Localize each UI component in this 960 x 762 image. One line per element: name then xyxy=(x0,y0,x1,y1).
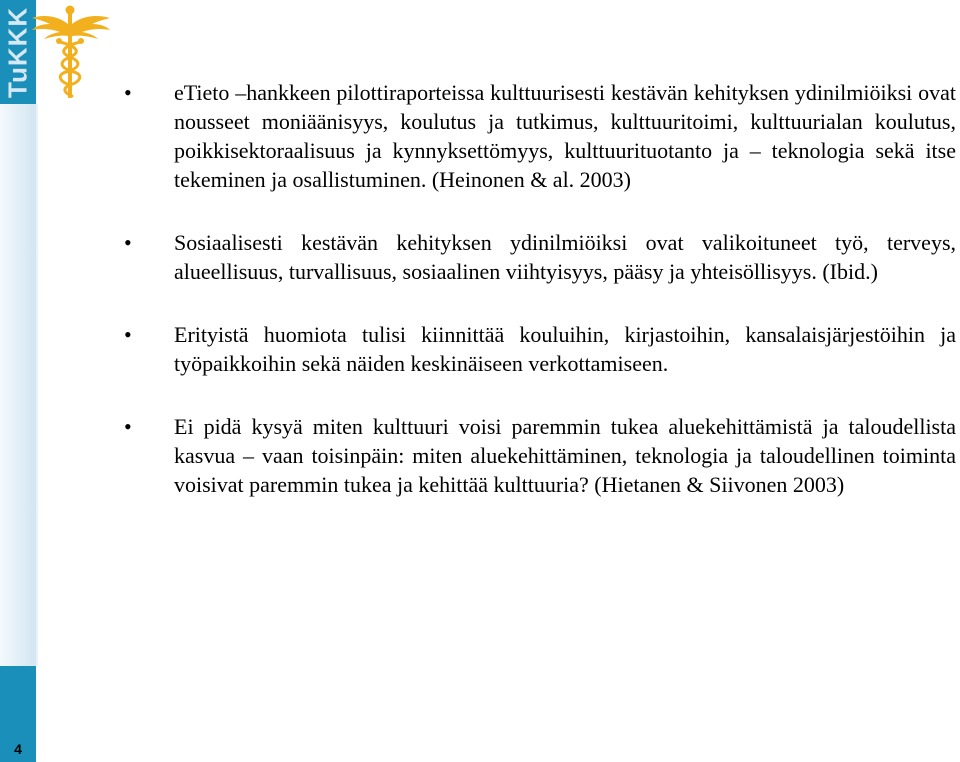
bullet-marker: • xyxy=(124,230,132,255)
side-decoration-edge xyxy=(36,104,38,666)
bullet-item xyxy=(124,412,956,499)
page-number: 4 xyxy=(14,741,22,757)
bullet-item xyxy=(124,78,956,194)
logo-text: TuKKK xyxy=(2,6,33,98)
bullet-text: Sosiaalisesti kestävän kehityksen ydinilmiöiksi ovat valikoituneet työ, terveys, alueellisuus, turvallisuus, sosiaalinen viihtyisyys, pääsy ja yhteisöllisyys. (Ibid.) xyxy=(174,230,956,284)
bullet-marker: • xyxy=(124,414,132,439)
caduceus-icon xyxy=(30,2,112,102)
page-number-box xyxy=(0,666,36,762)
bullet-marker: • xyxy=(124,80,132,105)
bullet-text: Ei pidä kysyä miten kulttuuri voisi paremmin tukea aluekehittämistä ja taloudellista kasvua – vaan toisinpäin: miten aluekehittäminen, teknologia ja taloudellinen toiminta voisivat paremmin tukea ja kehittää kulttuuria? (Hietanen & Siivonen 2003) xyxy=(174,414,956,497)
side-decoration-strip xyxy=(0,104,36,666)
bullet-item xyxy=(124,228,956,286)
bullet-list xyxy=(124,78,956,533)
bullet-item xyxy=(124,320,956,378)
bullet-text: Erityistä huomiota tulisi kiinnittää kouluihin, kirjastoihin, kansalaisjärjestöihin ja työpaikkoihin sekä näiden keskinäiseen verkottamiseen. xyxy=(174,322,956,376)
bullet-marker: • xyxy=(124,322,132,347)
bullet-text: eTieto –hankkeen pilottiraporteissa kulttuurisesti kestävän kehityksen ydinilmiöiksi ovat nousseet moniäänisyys, koulutus ja tutkimus, kulttuuritoimi, kulttuurialan koulutus, poikkisektoraalisuus ja kynnyksettömyys, kulttuurituotanto ja – teknologia sekä itse tekeminen ja osallistuminen. (Heinonen & al. 2003) xyxy=(174,80,956,192)
